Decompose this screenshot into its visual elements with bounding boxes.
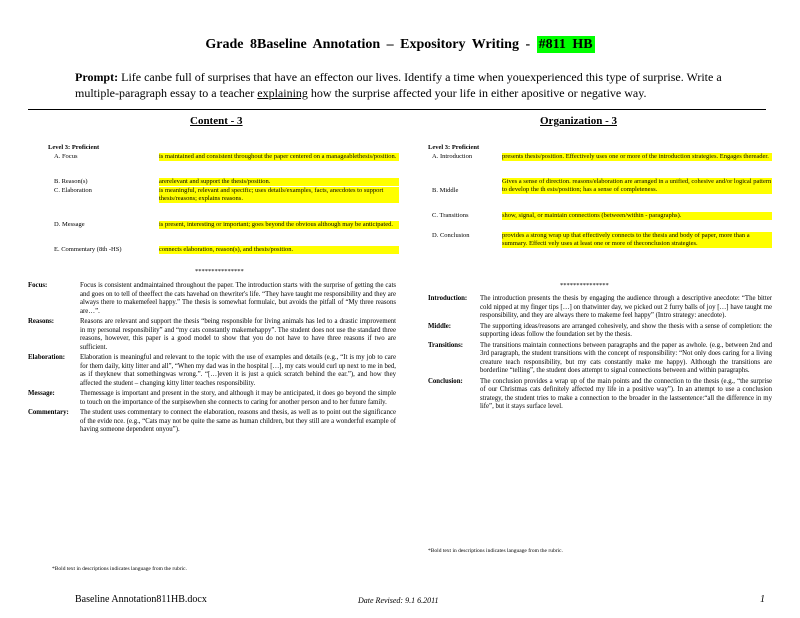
annotation-text: The conclusion provides a wrap up of the main points and the connection to the thesis (e.g., “the surprise of our Christmas cats definitely affected my life in a positive way”). In an attempt to use a conclusion strategy, the student tries to make a connection to the broader in the lastsentence:“all the difference in my life”, but it stays surface level. (480, 377, 772, 410)
rubric-desc: connects elaboration, reason(s), and thesis/position. (159, 246, 399, 254)
rubric-label: B. Middle (432, 187, 459, 194)
organization-level: Level 3: Proficient (428, 144, 480, 151)
organization-rubric-row (432, 232, 772, 266)
annotation-text: Focus is consistent andmaintained throughout the paper. The introduction starts with the surprise of getting the cats and goes on to tell of theeffect the cats havehad on thewriter's life. “They have taught me responsibility and they are always there to makemefeel happy.” The thesis is somewhat formulaic, but avoids the pitfall of “My three reasons are…”. (80, 282, 396, 315)
content-annotations (28, 282, 396, 437)
annotation-key: Transitions: (428, 341, 463, 349)
annotation-key: Commentary: (28, 409, 69, 416)
content-note: *Bold text in descriptions indicates language from the rubric. (52, 566, 187, 572)
organization-separator: *************** (560, 282, 609, 289)
annotation-paragraph (28, 390, 396, 407)
rubric-label: A. Introduction (432, 153, 473, 160)
annotation-paragraph (28, 282, 396, 316)
content-heading: Content - 3 (190, 115, 243, 127)
rubric-label: D. Conclusion (432, 232, 470, 239)
content-rubric (54, 153, 399, 255)
footer-filename: Baseline Annotation811HB.docx (75, 594, 207, 605)
organization-heading: Organization - 3 (540, 115, 617, 127)
footer-page-number: 1 (760, 594, 765, 605)
annotation-key: Middle: (428, 322, 452, 330)
rubric-label: A. Focus (54, 153, 78, 160)
rubric-desc: is meaningful, relevant and specific; uses details/examples, facts, anecdotes to support thesis/reasons; explains reasons. (159, 187, 399, 203)
annotation-paragraph (28, 318, 396, 352)
rubric-desc: arerelevant and support the thesis/position. (159, 178, 399, 186)
content-rubric-row (54, 153, 399, 178)
title-text: Grade 8Baseline Annotation – Expository Writing - (205, 37, 531, 52)
annotation-text: Reasons are relevant and support the thesis “being responsible for living animals has led to a drastic improvement in my personal responsibility” and “my cats constantly makemehappy”. The student does not use the standard three reasons, however, this paper is a good model to show that you do not have to have three reasons if two are sufficient. (80, 318, 396, 351)
annotation-text: The introduction presents the thesis by engaging the audience through a descriptive anecdote: “The bitter cold nipped at my finger tips […] on thatwinter day, we picked out 2 furry balls of joy […] have taught me responsibility, and they are always there to makeme feel happy” (Intro strategy: anecdote). (480, 295, 772, 319)
annotation-paragraph (28, 409, 396, 435)
annotation-text: The student uses commentary to connect the elaboration, reasons and thesis, as well as to point out the significance of the evide nce. (e.g., “Cats may not be quite the same as human children, but they still are a wonderful example of having someone dependent onyou”). (80, 409, 396, 433)
annotation-paragraph (428, 342, 772, 376)
divider-rule (28, 109, 766, 110)
annotation-key: Elaboration: (28, 354, 66, 361)
annotation-text: Elaboration is meaningful and relevant to the topic with the use of examples and details (e.g., “It is my job to care for them daily, kitty litter and all”, “When my dad was in the hospital […], my cats would curl up next to me in bed, as if theyknew that somethingwas wrong.”. “[…]even it is just a quick scratch behind the ear.”), and how they affected the student – changing kitty litter teaches responsibility. (80, 354, 396, 387)
rubric-desc: presents thesis/position. Effectively uses one or more of the introduction strategies. Engages thereader. (502, 153, 772, 161)
rubric-desc: Gives a sense of direction. reasons/elaboration are arranged in a unified, cohesive and/or logical pattern to develop the th esis/position; has a sense of completeness. (502, 178, 772, 194)
content-separator: *************** (195, 268, 244, 275)
rubric-label: C. Transitions (432, 212, 469, 219)
prompt-text-a: Life canbe full of surprises that have an effecton our lives. Identify a time when youexperienced this type of surprise. Write a multiple-paragraph essay to a teacher (75, 70, 722, 100)
annotation-text: The supporting ideas/reasons are arranged cohesively, and show the thesis with a sense of completion: the supporting ideas follow the foundation set by the thesis. (480, 322, 772, 338)
content-rubric-row (54, 178, 399, 187)
rubric-label: E. Commentary (8th -HS) (54, 246, 122, 253)
title-highlight: #811 HB (538, 37, 593, 52)
annotation-key: Focus: (28, 282, 48, 289)
organization-rubric-row (432, 212, 772, 232)
prompt-underlined: explaining (257, 86, 308, 100)
rubric-label: B. Reason(s) (54, 178, 88, 185)
content-rubric-row (54, 221, 399, 246)
organization-annotations (428, 295, 772, 414)
content-rubric-row (54, 187, 399, 221)
prompt-label: Prompt: (75, 70, 119, 84)
document-title (0, 37, 800, 53)
annotation-key: Reasons: (28, 318, 55, 325)
annotation-paragraph (428, 323, 772, 340)
annotation-paragraph (428, 378, 772, 412)
rubric-label: D. Message (54, 221, 85, 228)
annotation-paragraph (28, 354, 396, 388)
content-rubric-row (54, 246, 399, 255)
organization-rubric-row (432, 153, 772, 178)
organization-rubric-row (432, 178, 772, 212)
rubric-label: C. Elaboration (54, 187, 92, 194)
organization-note: *Bold text in descriptions indicates language from the rubric. (428, 548, 563, 554)
footer-date: Date Revised: 9.1 6.2011 (358, 596, 439, 605)
organization-rubric (432, 153, 772, 266)
annotation-key: Conclusion: (428, 377, 463, 385)
content-level: Level 3: Proficient (48, 144, 100, 151)
prompt-text-b: how the surprise affected your life in either apositive or negative way. (310, 86, 647, 100)
annotation-key: Introduction: (428, 295, 468, 302)
annotation-text: Themessage is important and present in the story, and although it may be anticipated, it does go beyond the simple to touch on the importance of the surpisewhen she connects to caring for another person and to her future family. (80, 390, 396, 406)
annotation-text: The transitions maintain connections between paragraphs and the paper as awhole. (e.g., between 2nd and 3rd paragraph, the student transitions with the concept of responsibility: “Not only does caring for a living creature teach responsibility, but my cats constantly make me happy). Although the transitions are borderline “telling”, the student does attempt to signal connections between and within paragraphs. (480, 341, 772, 374)
rubric-desc: show, signal, or maintain connections (between/within - paragraphs). (502, 212, 772, 220)
rubric-desc: provides a strong wrap up that effectively connects to the thesis and body of paper, more than a summary. Effecti vely uses at least one or more of theconclusion strategies. (502, 232, 772, 248)
annotation-paragraph (428, 295, 772, 321)
rubric-desc: is present, interesting or important; goes beyond the obvious although may be anticipated. (159, 221, 399, 229)
annotation-key: Message: (28, 390, 55, 397)
rubric-desc: is maintained and consistent throughout the paper centered on a manageablethesis/position. (159, 153, 399, 161)
prompt (75, 69, 735, 101)
